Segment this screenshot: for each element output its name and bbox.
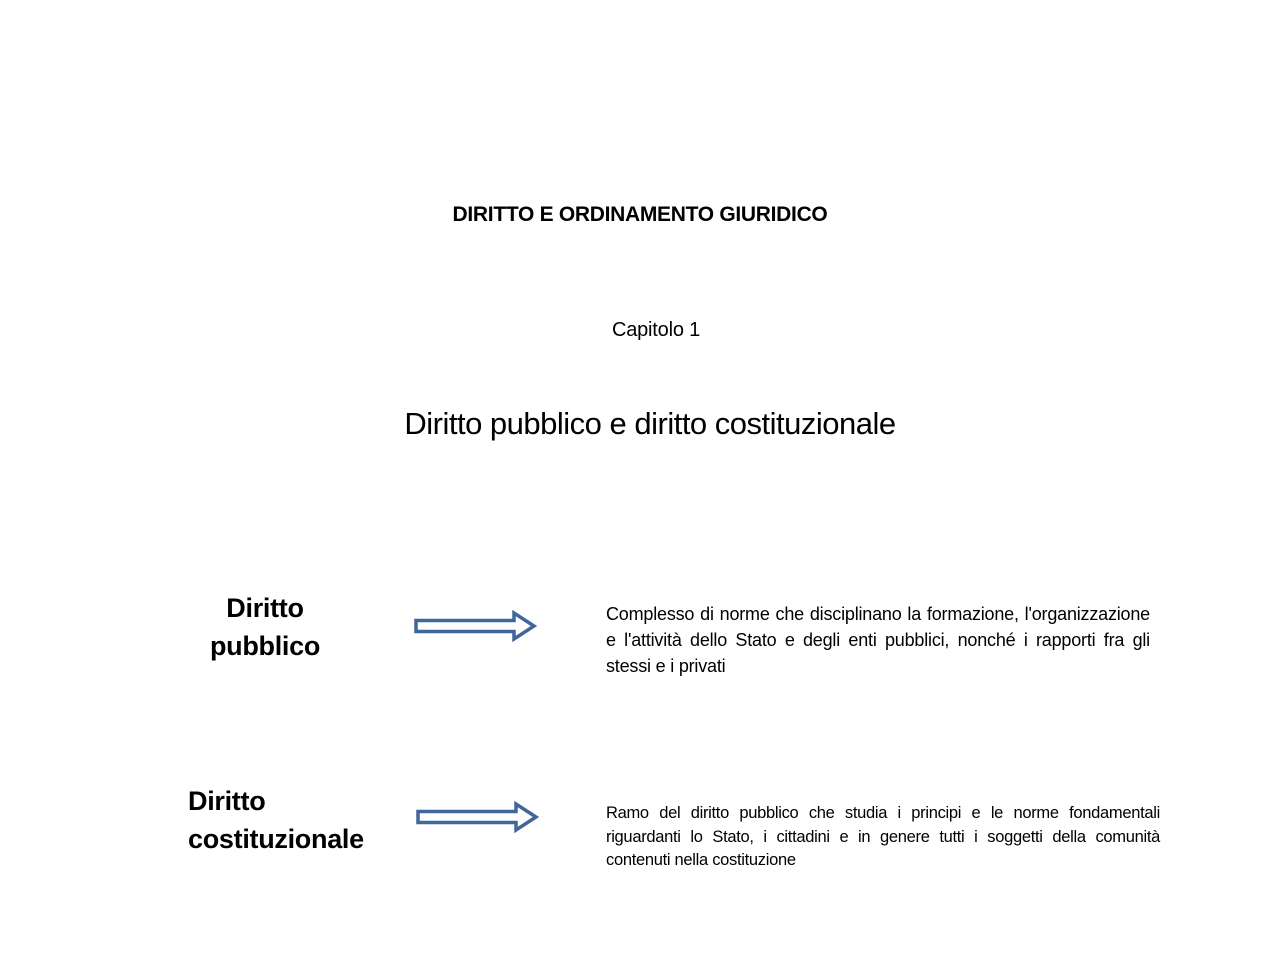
definition-diritto-pubblico: Complesso di norme che disciplinano la formazione, l'organizzazione e l'attività dello Stato e degli enti pubblici, nonché i rapporti fra gli stessi e i privati [606, 604, 1150, 676]
right-arrow-icon [414, 610, 538, 642]
header-title: DIRITTO E ORDINAMENTO GIURIDICO [452, 203, 828, 226]
term-line-1: Diritto [188, 786, 266, 816]
definition-diritto-costituzionale: Ramo del diritto pubblico che studia i principi e le norme fondamentali riguardanti lo Stato, i cittadini e in genere tutti i soggetti della comunità contenuti nella costituzione [606, 804, 1160, 869]
term-diritto-costituzionale [188, 782, 388, 858]
term-line-1: Diritto [226, 593, 304, 623]
right-arrow-icon [416, 801, 540, 833]
term-line-2: pubblico [209, 631, 321, 661]
term-diritto-pubblico [190, 589, 340, 665]
slide-subtitle: Diritto pubblico e diritto costituzionale [404, 406, 896, 441]
chapter-label: Capitolo 1 [611, 319, 701, 341]
term-line-2: costituzionale [188, 824, 364, 854]
